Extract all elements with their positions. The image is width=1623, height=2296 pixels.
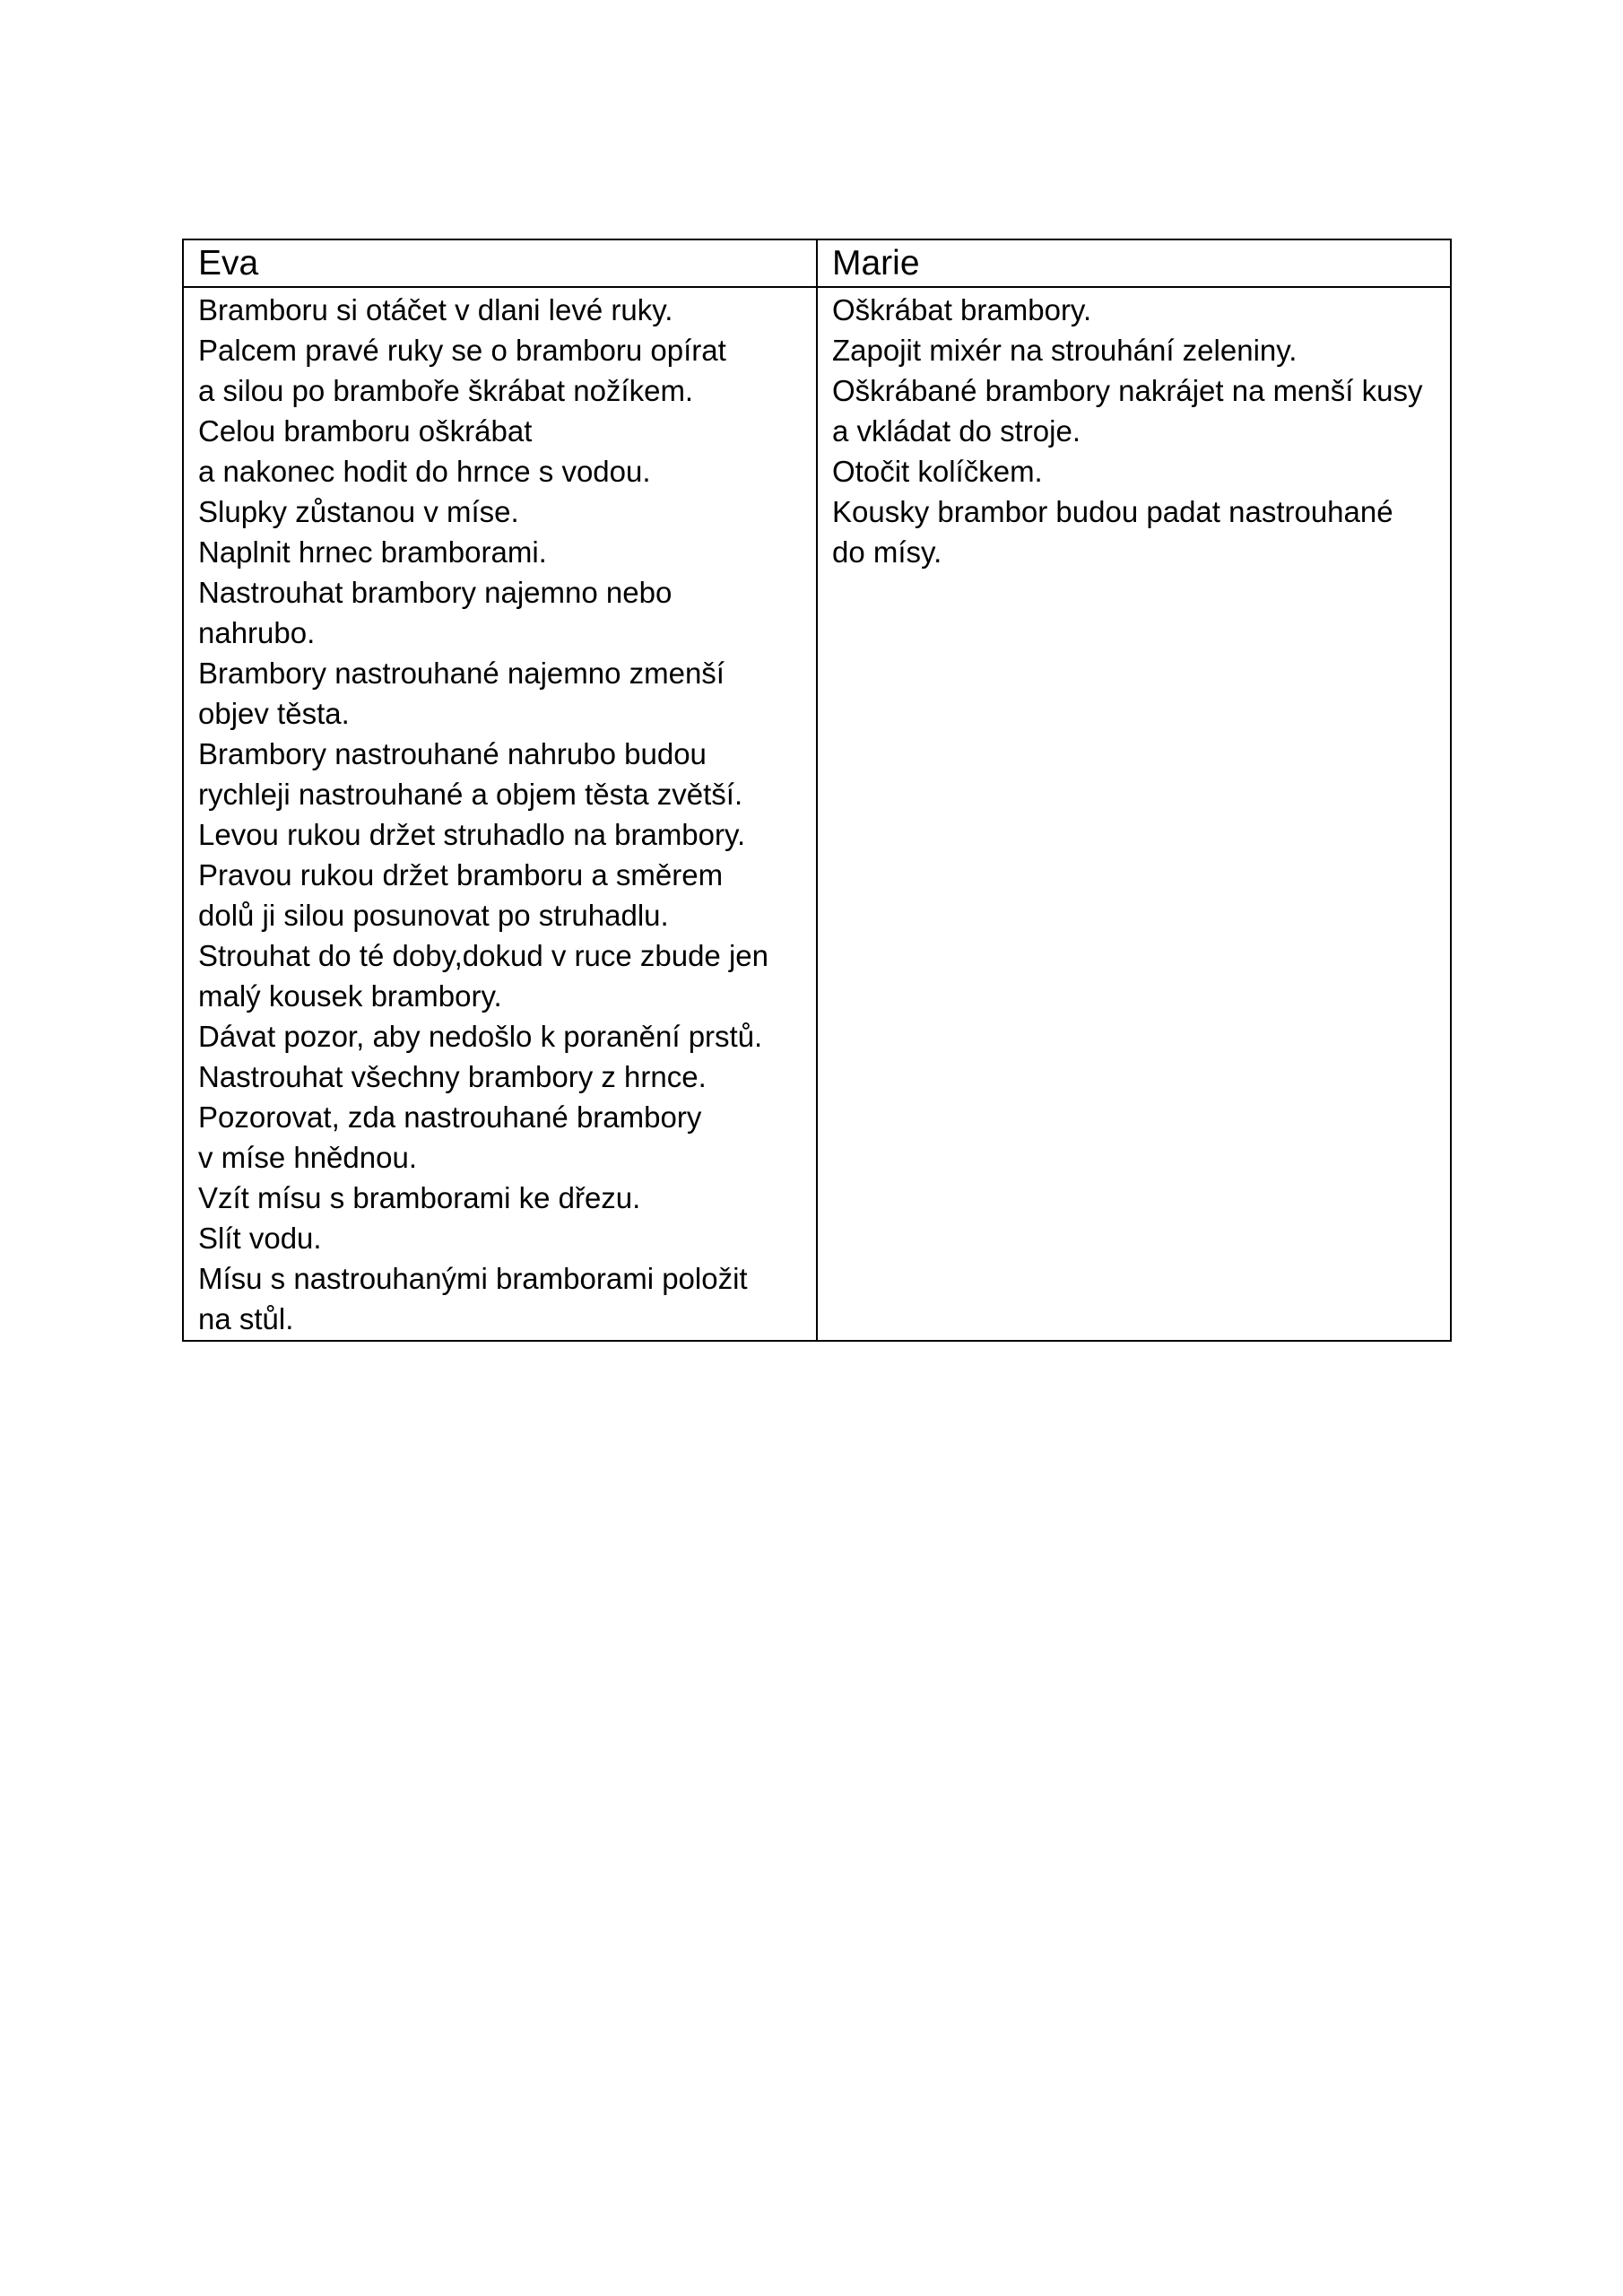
eva-line: Mísu s nastrouhanými bramborami položit [198, 1262, 748, 1295]
eva-line: Slít vodu. [198, 1222, 322, 1255]
eva-line: Brambory nastrouhané najemno zmenší [198, 657, 725, 690]
eva-line: malý kousek brambory. [198, 979, 502, 1013]
eva-line: Palcem pravé ruky se o bramboru opírat [198, 334, 726, 367]
eva-line: Strouhat do té doby,dokud v ruce zbude jen [198, 939, 768, 972]
comparison-table [182, 239, 1452, 1342]
header-marie: Marie [817, 239, 1451, 287]
eva-line: objev těsta. [198, 697, 350, 730]
eva-line: Levou rukou držet struhadlo na brambory. [198, 818, 746, 851]
eva-line: Naplnit hrnec bramborami. [198, 535, 547, 569]
marie-line: Otočit kolíčkem. [832, 455, 1043, 488]
eva-line: Pravou rukou držet bramboru a směrem [198, 858, 724, 891]
eva-line: Vzít mísu s bramborami ke dřezu. [198, 1181, 641, 1214]
header-row [183, 239, 1451, 287]
marie-line: Oškrábané brambory nakrájet na menší kusy [832, 374, 1423, 407]
eva-line: Nastrouhat všechny brambory z hrnce. [198, 1060, 707, 1093]
eva-line: Bramboru si otáčet v dlani levé ruky. [198, 293, 673, 326]
eva-line: Brambory nastrouhané nahrubo budou [198, 737, 707, 770]
eva-line: dolů ji silou posunovat po struhadlu. [198, 899, 669, 932]
eva-line: Pozorovat, zda nastrouhané brambory [198, 1100, 702, 1134]
eva-line: a silou po bramboře škrábat nožíkem. [198, 374, 694, 407]
eva-line: na stůl. [198, 1302, 294, 1335]
eva-line: v míse hnědnou. [198, 1141, 417, 1174]
eva-line: rychleji nastrouhané a objem těsta zvětší. [198, 778, 743, 811]
eva-line: Dávat pozor, aby nedošlo k poranění prstů. [198, 1020, 763, 1053]
marie-line: Oškrábat brambory. [832, 293, 1092, 326]
marie-line: a vkládat do stroje. [832, 414, 1081, 448]
marie-line: do mísy. [832, 535, 942, 569]
marie-column-cell [817, 287, 1451, 1341]
header-eva: Eva [183, 239, 817, 287]
eva-line: a nakonec hodit do hrnce s vodou. [198, 455, 651, 488]
marie-line: Kousky brambor budou padat nastrouhané [832, 495, 1393, 528]
eva-line: Celou bramboru oškrábat [198, 414, 533, 448]
eva-line: Slupky zůstanou v míse. [198, 495, 519, 528]
eva-column-cell [183, 287, 817, 1341]
eva-line: nahrubo. [198, 616, 316, 649]
content-row [183, 287, 1451, 1341]
eva-line: Nastrouhat brambory najemno nebo [198, 576, 673, 609]
marie-line: Zapojit mixér na strouhání zeleniny. [832, 334, 1298, 367]
